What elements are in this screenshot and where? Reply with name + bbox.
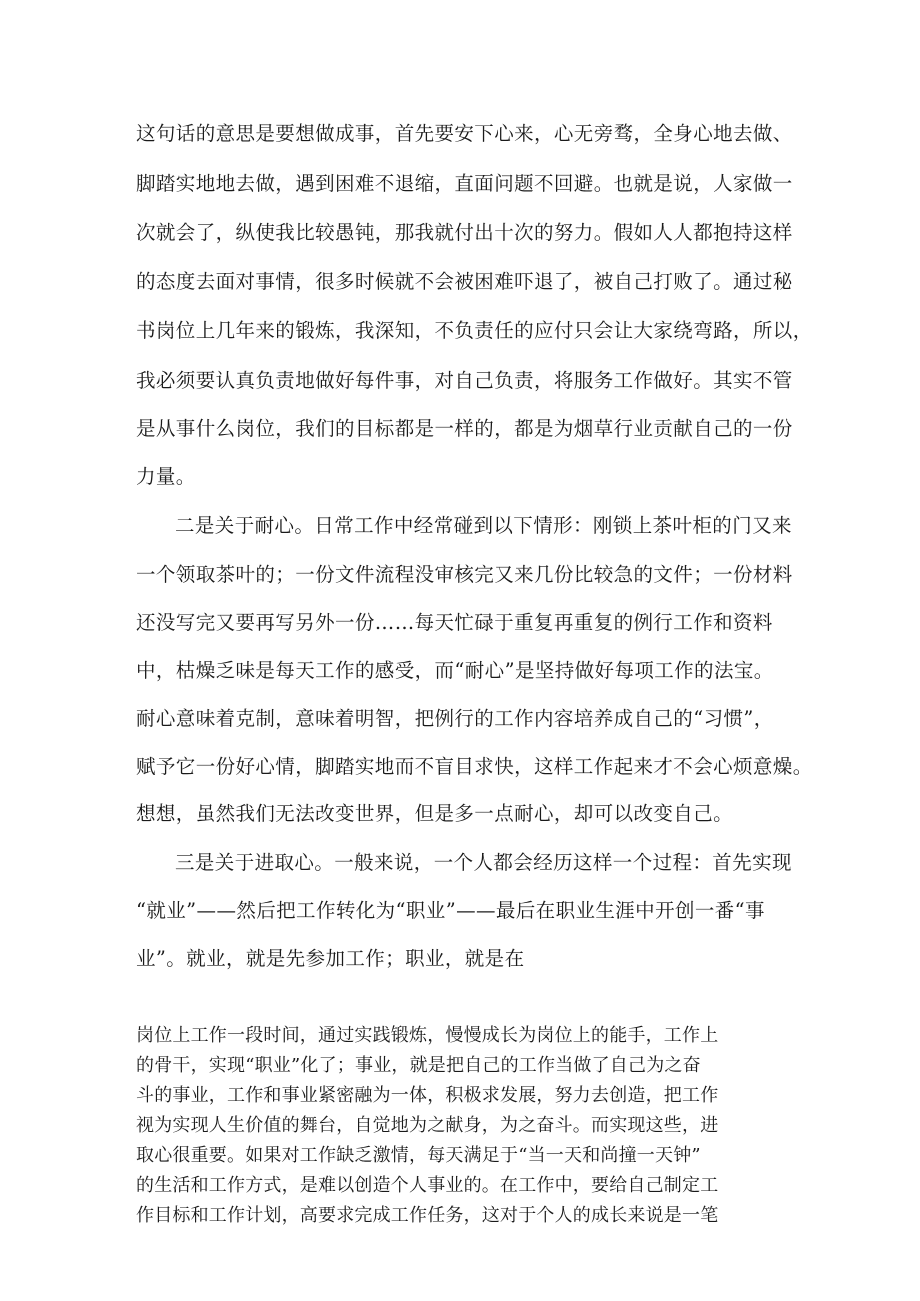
text-line: 岗位上工作一段时间，通过实践锻炼，慢慢成长为岗位上的能手，工作上: [136, 1025, 719, 1046]
text-line: 耐心意味着克制，意味着明智，把例行的工作内容培养成自己的“习惯”，: [136, 707, 774, 730]
paragraph-heading-patience: 二是关于耐心。日常工作中经常碰到以下情形：刚锁上茶叶柜的门又来: [175, 514, 792, 537]
paragraph-heading-ambition: 三是关于进取心。一般来说，一个人都会经历这样一个过程：首先实现: [175, 851, 792, 874]
text-line: “就业”——然后把工作转化为“职业”——最后在职业生涯中开创一番“事: [136, 899, 765, 922]
text-line: 脚踏实地地去做，遇到困难不退缩，直面问题不回避。也就是说，人家做一: [136, 172, 793, 195]
text-line: 作目标和工作计划，高要求完成工作任务，这对于个人的成长来说是一笔: [136, 1205, 719, 1226]
text-line: 中，枯燥乏味是每天工作的感受，而“耐心”是坚持做好每项工作的法宝。: [136, 659, 774, 682]
text-line: 书岗位上几年来的锻炼，我深知，不负责任的应付只会让大家绕弯路，所以，: [136, 319, 813, 342]
text-line: 想想，虽然我们无法改变世界，但是多一点耐心，却可以改变自己。: [136, 802, 734, 825]
text-line: 还没写完又要再写另外一份……每天忙碌于重复再重复的例行工作和资料: [136, 611, 773, 634]
text-line: 我必须要认真负责地做好每件事，对自己负责，将服务工作做好。其实不管: [136, 369, 793, 392]
text-line: 视为实现人生价值的舞台，自觉地为之献身，为之奋斗。而实现这些，进: [136, 1115, 719, 1136]
text-line: 是从事什么岗位，我们的目标都是一样的，都是为烟草行业贡献自己的一份: [136, 417, 793, 440]
text-line: 斗的事业，工作和事业紧密融为一体，积极求发展，努力去创造，把工作: [136, 1085, 719, 1106]
text-line: 一个领取茶叶的；一份文件流程没审核完又来几份比较急的文件；一份材料: [136, 563, 793, 586]
text-line: 这句话的意思是要想做成事，首先要安下心来，心无旁骛，全身心地去做、: [136, 122, 793, 145]
text-line: 的骨干，实现“职业”化了；事业，就是把自己的工作当做了自己为之奋: [136, 1055, 701, 1076]
text-line: 业”。就业，就是先参加工作；职业，就是在: [136, 947, 525, 970]
text-line: 的生活和工作方式，是难以创造个人事业的。在工作中，要给自己制定工: [136, 1175, 719, 1196]
text-line: 赋予它一份好心情，脚踏实地而不盲目求快，这样工作起来才不会心烦意燥。: [136, 755, 813, 778]
text-line: 力量。: [136, 465, 196, 488]
text-line: 次就会了，纵使我比较愚钝，那我就付出十次的努力。假如人人都抱持这样: [136, 221, 793, 244]
text-line: 的态度去面对事情，很多时候就不会被困难吓退了，被自己打败了。通过秘: [136, 270, 793, 293]
text-line: 取心很重要。如果对工作缺乏激情，每天满足于“当一天和尚撞一天钟”: [136, 1145, 701, 1166]
